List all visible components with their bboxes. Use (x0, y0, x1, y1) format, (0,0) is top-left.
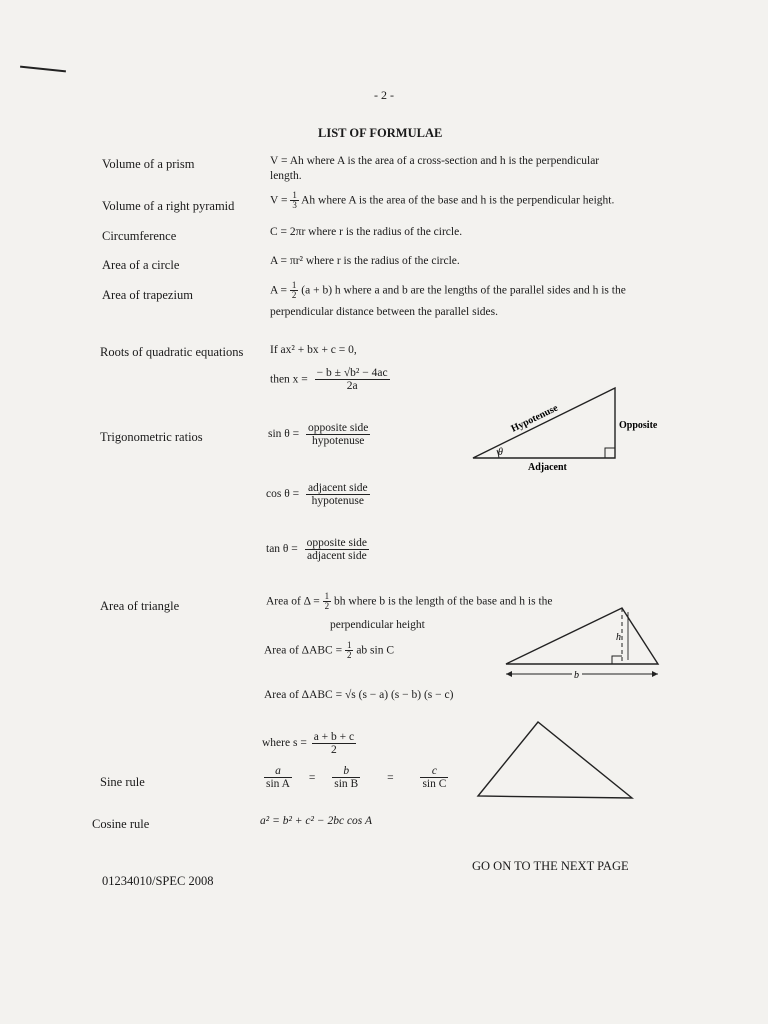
paper-code: 01234010/SPEC 2008 (102, 874, 214, 888)
opposite-label: Opposite (619, 420, 658, 431)
label-trig: Trigonometric ratios (100, 430, 203, 444)
triangle-height-diagram (500, 600, 670, 682)
formula-sin: sin θ = $\frac{\text{opposite side}}{\text{hypotenuse}}$ (268, 422, 369, 448)
label-triangle-area: Area of triangle (100, 599, 180, 613)
right-triangle-diagram (465, 380, 680, 475)
formula-circumference: C = 2πr where r is the radius of the circle. (270, 226, 463, 238)
formula-tan: tan θ = $\frac{\text{opposite side}}{\text{adjacent side}}$ (266, 537, 368, 563)
formula-cos: cos θ = $\frac{\text{adjacent side}}{\text{hypotenuse}}$ (266, 482, 368, 508)
formula-triangle-l3: Area of ΔABC = √s (s − a) (s − b) (s − c) (264, 689, 454, 701)
abc-triangle-diagram (460, 710, 650, 810)
label-circle-area: Area of a circle (102, 258, 180, 272)
formula-cosine-rule: a² = b² + c² − 2bc cos A (260, 815, 372, 827)
formula-triangle-l1b: perpendicular height (330, 619, 425, 631)
formula-quadratic-line2: then x = $\frac{\text{− b ± √b² − 4ac}}{2a}$ (270, 367, 388, 393)
formula-triangle-l2: Area of ΔABC = $\frac{1}{2}$ ab sin C (264, 640, 395, 661)
formula-prism-line1: V = Ah where A is the area of a cross-section and h is the perpendicular (270, 155, 600, 167)
formula-trapezium: A = $\frac{1}{2}$ (a + b) h where a and b are the lengths of the parallel sides and h is the (270, 280, 626, 301)
theta-label: θ (498, 447, 503, 458)
formula-quadratic-line1: If ax² + bx + c = 0, (270, 344, 357, 356)
adjacent-label: Adjacent (528, 462, 567, 473)
formula-prism-line2: length. (270, 170, 302, 182)
label-circumference: Circumference (102, 229, 177, 243)
page-title: LIST OF FORMULAE (318, 126, 443, 140)
formula-triangle-l1: Area of Δ = $\frac{1}{2}$ bh where b is the length of the base and h is the (266, 591, 553, 612)
label-prism: Volume of a prism (102, 157, 195, 171)
scan-mark (20, 66, 66, 73)
label-pyramid: Volume of a right pyramid (102, 199, 235, 213)
page-number: - 2 - (374, 88, 394, 102)
b-label: b (574, 670, 579, 681)
go-on-text: GO ON TO THE NEXT PAGE (472, 859, 629, 873)
formula-sine-rule: $\frac{a}{\text{sin A}}$ = $\frac{b}{\text{sin B}}$ = $\frac{c}{\text{sin C}}$ (266, 765, 447, 791)
hypotenuse-label: Hypotenuse (509, 402, 560, 435)
formula-trapezium-line2: perpendicular distance between the parallel sides. (270, 306, 498, 318)
formula-triangle-l4: where s = $\frac{a + b + c}{2}$ (262, 731, 355, 757)
formula-pyramid: V = $\frac{1}{3}$ Ah where A is the area of the base and h is the perpendicular height. (270, 190, 615, 211)
label-trapezium: Area of trapezium (102, 288, 193, 302)
label-cosine-rule: Cosine rule (92, 817, 150, 831)
label-sine-rule: Sine rule (100, 775, 145, 789)
formula-circle-area: A = πr² where r is the radius of the circle. (270, 255, 460, 267)
label-quadratic: Roots of quadratic equations (100, 345, 244, 359)
h-label: h (616, 632, 621, 643)
